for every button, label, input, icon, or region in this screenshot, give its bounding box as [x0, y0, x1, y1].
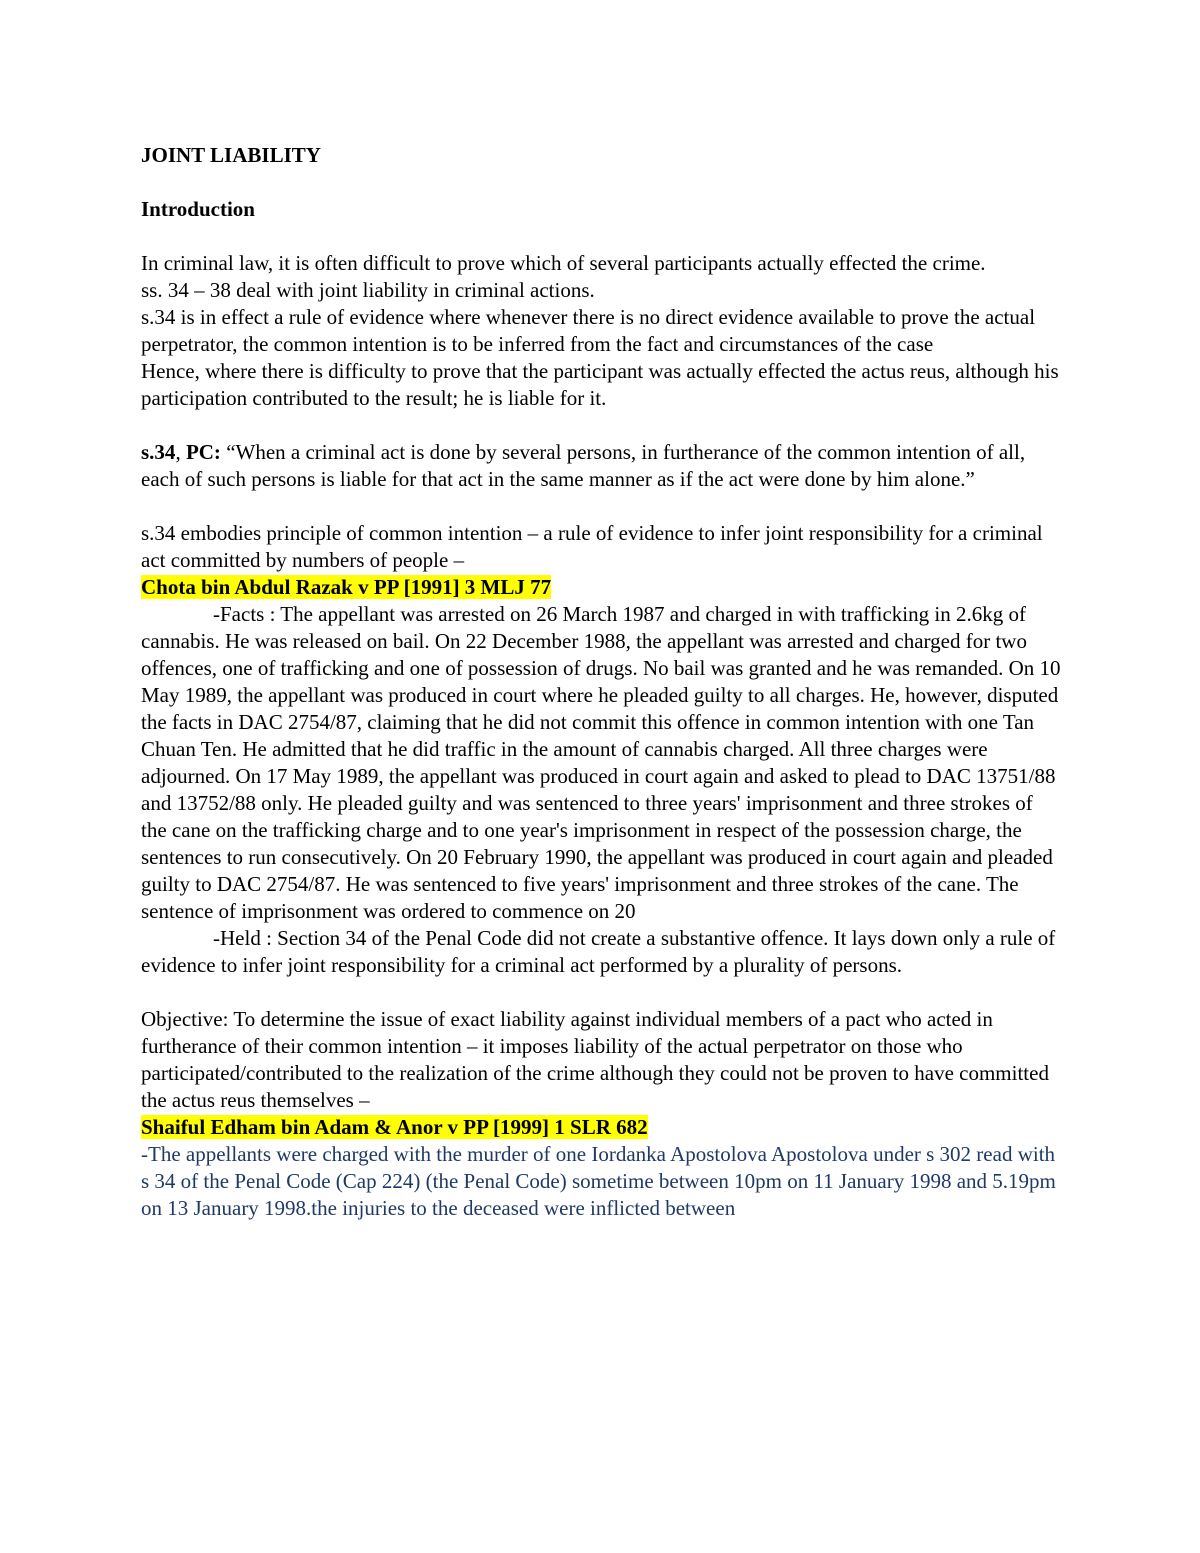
case2-heading — [141, 1114, 1061, 1141]
s34-quote: “When a criminal act is done by several persons, in furtherance of the common intention of all, each of such persons is liable for that act in the same manner as if the act were done by him alone.” — [141, 440, 1026, 491]
spacer — [141, 223, 1061, 250]
s34-label-separator: , — [175, 440, 186, 464]
spacer — [141, 979, 1061, 1006]
case2-text: -The appellants were charged with the murder of one Iordanka Apostolova Apostolova under s 302 read with s 34 of the Penal Code (Cap 224) (the Penal Code) sometime between 10pm on 11 January 1998 and 5.19pm on 13 January 1998.the injuries to the deceased were inflicted between — [141, 1142, 1056, 1220]
s34-label: s.34 — [141, 440, 176, 464]
case2-name: Shaiful Edham bin Adam & Anor v PP [1999] 1 SLR 682 — [141, 1115, 648, 1139]
intro-line-2: ss. 34 – 38 deal with joint liability in criminal actions. — [141, 278, 595, 302]
s34-pc-label: PC: — [185, 440, 221, 464]
document-title: JOINT LIABILITY — [141, 143, 321, 167]
case1-heading — [141, 574, 1061, 601]
intro-heading: Introduction — [141, 197, 255, 221]
intro-line-3: s.34 is in effect a rule of evidence where whenever there is no direct evidence available to prove the actual perpetrator, the common intention is to be inferred from the fact and circumstances of the case — [141, 305, 1036, 356]
intro-line-4: Hence, where there is difficulty to prove that the participant was actually effected the actus reus, although his participation contributed to the result; he is liable for it. — [141, 359, 1059, 410]
case1-held: -Held : Section 34 of the Penal Code did not create a substantive offence. It lays down only a rule of evidence to infer joint responsibility for a criminal act performed by a plurality of persons. — [141, 926, 1056, 977]
principle-paragraph: s.34 embodies principle of common intention – a rule of evidence to infer joint responsibility for a criminal act committed by numbers of people – — [141, 521, 1043, 572]
spacer — [141, 412, 1061, 439]
s34-paragraph — [141, 439, 1061, 493]
document-body — [141, 142, 1061, 1222]
case1-facts: -Facts : The appellant was arrested on 26 March 1987 and charged in with trafficking in 2.6kg of cannabis. He was released on bail. On 22 December 1988, the appellant was arrested and charged for two offences, one of trafficking and one of possession of drugs. No bail was granted and he was remanded. On 10 May 1989, the appellant was produced in court where he pleaded guilty to all charges. He, however, disputed the facts in DAC 2754/87, claiming that he did not commit this offence in common intention with one Tan Chuan Ten. He admitted that he did traffic in the amount of cannabis charged. All three charges were adjourned. On 17 May 1989, the appellant was produced in court again and asked to plead to DAC 13751/88 and 13752/88 only. He pleaded guilty and was sentenced to three years' imprisonment and three strokes of the cane on the trafficking charge and to one year's imprisonment in respect of the possession charge, the sentences to run consecutively. On 20 February 1990, the appellant was produced in court again and pleaded guilty to DAC 2754/87. He was sentenced to five years' imprisonment and three strokes of the cane. The sentence of imprisonment was ordered to commence on 20 — [141, 602, 1061, 923]
objective-paragraph: Objective: To determine the issue of exact liability against individual members of a pact who acted in furtherance of their common intention – it imposes liability of the actual perpetrator on those who participated/contributed to the realization of the crime although they could not be proven to have committed the actus reus themselves – — [141, 1007, 1049, 1112]
spacer — [141, 493, 1061, 520]
spacer — [141, 169, 1061, 196]
intro-line-1: In criminal law, it is often difficult to prove which of several participants actually effected the crime. — [141, 251, 986, 275]
case1-name: Chota bin Abdul Razak v PP [1991] 3 MLJ 77 — [141, 575, 552, 599]
